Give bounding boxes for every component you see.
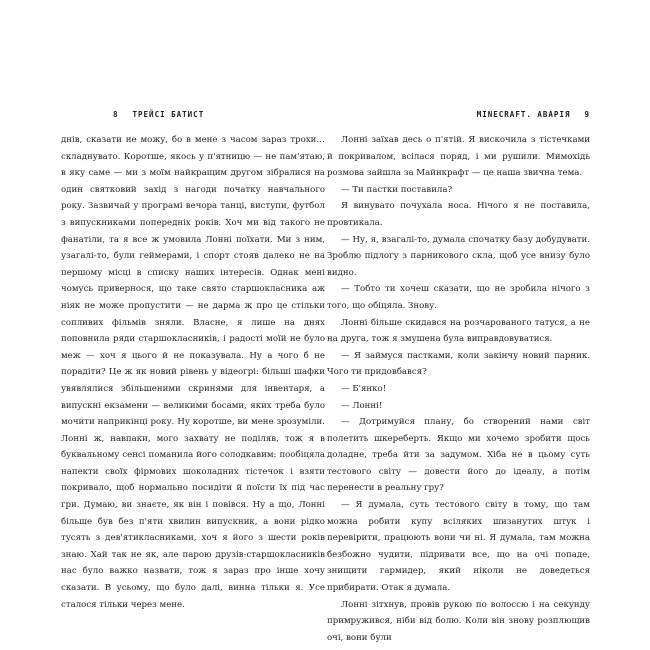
left-page-body: [61, 132, 325, 613]
right-paragraph: — Лонні!: [341, 400, 383, 411]
right-page-running-title: MINECRAFT. АВАРІЯ: [476, 110, 571, 119]
right-paragraph: Лонні більше скидався на розчарованого татуся, а не на друга, тож я змушена була виправдовуватися.: [327, 317, 590, 345]
right-paragraph: — Я займуся пастками, коли закінчу новий парник. Чого ти придовбався?: [327, 350, 590, 378]
right-paragraph: Лонні зітхнув, провів рукою по волоссю і на секунду примружився, ніби від болю. Коли він знову розплющив очі, вони були: [327, 599, 590, 643]
left-paragraph: днів, сказати не можу, бо в мене з часом зараз трохи… складнувато. Коротше, якось у п'ятницю — не пам'ятаю, в яку саме — ми з моїм найкращим другом зібралися на один святковий захід з нагоди початку навчального року. Зазвичай у програмі вечора танці, виступи, футбол з випускниками попередніх років. Хоч ми від такого не фанатіли, та я все ж умовила Лонні поїхати. Ми з ним, узагалі-то, були геймерами, і спорт стояв далеко не на першому місці в списку наших інтересів. Однак мені чомусь привернося, що таке свято старшокласника аж ніяк не може пропустити — не дарма ж про це стільки сопливих фільмів зняли. Власне, я лише на днях поповнила ряди старшокласників, і радості моїй не було меж — хоч я цього й не показувала. Ну а чого б не порадіти? Це ж як новий рівень у відеогрі: більші шафки увявлялися збільшеними скринями для інвентаря, а випускні екзамени — великими босами, яких треба було мочити наприкінці року. Ну коротше, ви мене зрозуміли. Лонні ж, навпаки, мого захвату не поділяв, тож я в буквальному сенсі поманила його солодкавим: пообіцяла напекти своїх фірмових шоколадних тістечок і взяти покривало, щоб нормально посидіти й поїсти їх під час гри. Думаю, ви знаєте, як він і повівся. Ну а що, Лонні більше був без п'яти хвилин випускник, а вони рідко тусять з дев'ятикласниками, хоч я його з шести років знаю. Хай так не як, але парою друзів-старшокласників нас було важко назвати, тож я зараз про інше хочу сказати. В усьому, що було далі, винна тільки я. Усе сталося тільки через мене.: [61, 135, 325, 610]
right-paragraph: — Дотримуйся плану, бо створений нами світ полетить шкереберть. Якщо ми хочемо зробити щось доладне, треба йти за задумом. Хіба не в цьому суть тестового світу — довести його до ідеалу, а потім перенести в реальну гру?: [327, 417, 590, 494]
left-page-header: [61, 109, 325, 120]
right-paragraph: — Тобто ти хочеш сказати, що не зробила нічого з того, що обіцяла. Знову.: [327, 284, 590, 311]
right-paragraph: — Б'янко!: [341, 383, 387, 394]
right-page-body: [327, 132, 590, 646]
right-paragraph: Я винувато почухала носа. Нічого я не поставила, провтикала.: [327, 201, 590, 228]
right-paragraph: Лонні заїхав десь о п'ятій. Я вискочила з тістечками й покривалом, всілася поряд, і ми рушили. Мимохідь розмова зайшла за Майнкрафт — це наша звична тема.: [327, 135, 590, 179]
left-page-number: 8: [113, 110, 119, 119]
right-paragraph: — Ти пастки поставила?: [341, 184, 453, 195]
right-paragraph: — Ну, я, взагалі-то, думала спочатку базу добудувати. Зроблю підлогу з парникового скла, щоб усе внизу було видно.: [327, 234, 590, 278]
right-page-number: 9: [584, 110, 590, 119]
right-paragraph: — Я думала, суть тестового світу в тому, що там можна робити купу всіляких шизанутих штук і перевірити, працюють вони чи ні. Я думала, там можна безбожно чудити, підривати все, що на очі попаде, знищити гармидер, який ніколи не доведеться прибирати. Отак я думала.: [327, 500, 590, 594]
right-page-header: [327, 109, 590, 120]
left-page-running-title: ТРЕЙСІ БАТИСТ: [132, 110, 205, 119]
left-page: [61, 109, 325, 613]
right-page: [327, 109, 590, 646]
